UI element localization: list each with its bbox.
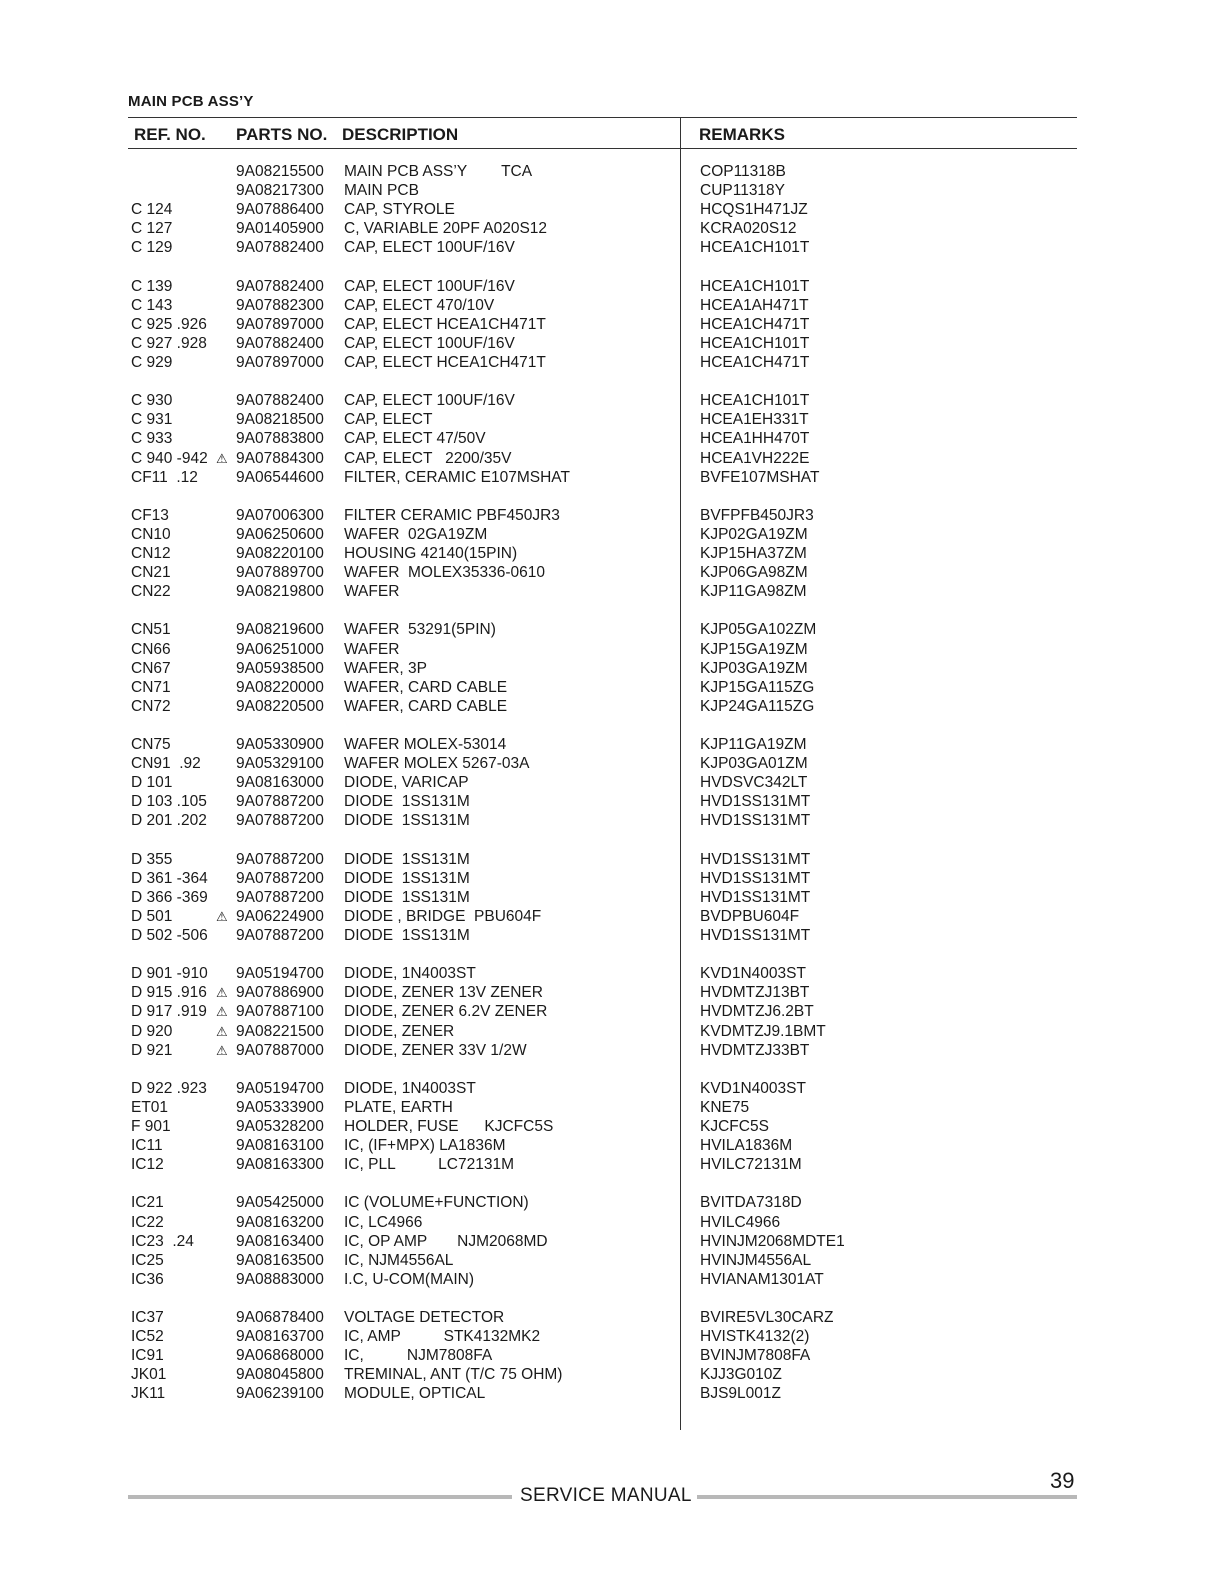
description-cell: IC, OP AMP NJM2068MD: [344, 1232, 548, 1250]
ref-no-cell: D 501: [131, 907, 173, 925]
table-row: [0, 200, 1219, 219]
remarks-cell: BVDPBU604F: [700, 907, 800, 925]
description-cell: FILTER, CERAMIC E107MSHAT: [344, 468, 570, 486]
remarks-cell: KJP06GA98ZM: [700, 564, 808, 582]
ref-no-cell: C 933: [131, 430, 173, 448]
ref-no-cell: F 901: [131, 1118, 171, 1135]
ref-no-cell: CN72: [131, 697, 171, 715]
remarks-cell: BVFE107MSHAT: [700, 468, 820, 486]
parts-no-cell: 9A08221500: [236, 1022, 324, 1040]
description-cell: PLATE, EARTH: [344, 1098, 453, 1116]
description-cell: DIODE , BRIDGE PBU604F: [344, 907, 542, 925]
parts-no-cell: 9A07882400: [236, 239, 324, 257]
section-title: MAIN PCB ASS’Y: [128, 93, 254, 110]
remarks-cell: KJJ3G010Z: [700, 1366, 782, 1384]
remarks-cell: HCEA1HH470T: [700, 430, 810, 448]
table-row: [0, 315, 1219, 334]
ref-no-cell: CF13: [131, 506, 169, 524]
remarks-cell: KNE75: [700, 1098, 750, 1116]
parts-no-cell: 9A05328200: [236, 1118, 324, 1135]
description-cell: CAP, ELECT 2200/35V: [344, 449, 512, 467]
description-cell: DIODE 1SS131M: [344, 793, 470, 811]
description-cell: WAFER, CARD CABLE: [344, 697, 508, 715]
table-row: [0, 277, 1219, 296]
ref-no-cell: IC12: [131, 1156, 164, 1174]
parts-no-cell: 9A08163300: [236, 1156, 324, 1174]
parts-no-cell: 9A07886900: [236, 984, 324, 1002]
remarks-cell: BJS9L001Z: [700, 1385, 781, 1403]
description-cell: VOLTAGE DETECTOR: [344, 1309, 505, 1326]
ref-no-cell: C 925 .926: [131, 315, 207, 333]
footer-line-right: [697, 1495, 1077, 1499]
parts-no-cell: 9A06544600: [236, 468, 324, 486]
ref-no-cell: CN66: [131, 640, 171, 658]
parts-no-cell: 9A05194700: [236, 965, 324, 983]
remarks-cell: KCRA020S12: [700, 220, 797, 238]
parts-no-cell: 9A07897000: [236, 315, 324, 333]
ref-no-cell: D 922 .923: [131, 1079, 207, 1097]
description-cell: IC, (IF+MPX) LA1836M: [344, 1137, 506, 1155]
footer-label: SERVICE MANUAL: [520, 1485, 692, 1506]
footer-line-left: [128, 1495, 512, 1499]
description-cell: CAP, ELECT 100UF/16V: [344, 392, 515, 410]
description-cell: DIODE, ZENER 13V ZENER: [344, 984, 543, 1002]
ref-no-cell: D 201 .202: [131, 812, 207, 830]
ref-no-cell: D 901 -910: [131, 965, 208, 983]
parts-no-cell: 9A08219600: [236, 621, 324, 639]
parts-no-cell: 9A07882400: [236, 334, 324, 352]
table-row: [0, 429, 1219, 448]
ref-no-cell: D 915 .916: [131, 984, 207, 1002]
table-row: [0, 1346, 1219, 1365]
table-row: [0, 219, 1219, 238]
remarks-cell: KJP11GA19ZM: [700, 736, 807, 753]
description-cell: MAIN PCB: [344, 182, 419, 200]
table-row: [0, 1098, 1219, 1117]
ref-no-cell: IC25: [131, 1251, 164, 1269]
description-cell: DIODE 1SS131M: [344, 927, 470, 944]
description-cell: TREMINAL, ANT (T/C 75 OHM): [344, 1366, 563, 1384]
ref-no-cell: C 927 .928: [131, 334, 207, 352]
remarks-cell: HCEA1CH471T: [700, 315, 810, 333]
remarks-cell: HVD1SS131MT: [700, 850, 811, 868]
parts-no-cell: 9A06251000: [236, 640, 324, 658]
description-cell: WAFER 53291(5PIN): [344, 621, 496, 639]
parts-no-cell: 9A05333900: [236, 1098, 324, 1116]
remarks-cell: KVD1N4003ST: [700, 965, 806, 983]
description-cell: CAP, ELECT 100UF/16V: [344, 239, 515, 257]
ref-no-cell: C 143: [131, 296, 173, 314]
description-cell: IC, LC4966: [344, 1213, 423, 1231]
ref-no-cell: IC37: [131, 1309, 164, 1326]
ref-no-cell: D 921: [131, 1041, 173, 1059]
parts-no-cell: 9A08218500: [236, 411, 324, 429]
description-cell: DIODE, ZENER 6.2V ZENER: [344, 1003, 548, 1021]
page-number: 39: [1050, 1468, 1075, 1493]
table-row: [0, 1384, 1219, 1403]
ref-no-cell: D 355: [131, 850, 173, 868]
parts-no-cell: 9A05194700: [236, 1079, 324, 1097]
remarks-cell: HVDMTZJ13BT: [700, 984, 810, 1002]
parts-no-cell: 9A07887000: [236, 1041, 324, 1059]
remarks-cell: HCEA1CH101T: [700, 392, 810, 410]
description-cell: MODULE, OPTICAL: [344, 1385, 486, 1403]
table-row: [0, 1365, 1219, 1384]
remarks-cell: BVIRE5VL30CARZ: [700, 1309, 834, 1326]
description-cell: DIODE, VARICAP: [344, 774, 469, 792]
parts-no-cell: 9A05330900: [236, 736, 324, 753]
ref-no-cell: CN91 .92: [131, 755, 201, 773]
parts-no-cell: 9A07882300: [236, 296, 324, 314]
remarks-cell: KJP24GA115ZG: [700, 697, 815, 715]
table-row: [0, 353, 1219, 372]
parts-no-cell: 9A08163200: [236, 1213, 324, 1231]
remarks-cell: KJP05GA102ZM: [700, 621, 817, 639]
table-row: [0, 1022, 1219, 1041]
header-description: DESCRIPTION: [342, 125, 459, 144]
remarks-cell: BVINJM7808FA: [700, 1347, 811, 1365]
table-row: [0, 449, 1219, 468]
table-row: [0, 1270, 1219, 1289]
parts-no-cell: 9A08220500: [236, 697, 324, 715]
description-cell: CAP, ELECT HCEA1CH471T: [344, 354, 546, 371]
table-row: [0, 1193, 1219, 1212]
remarks-cell: HCEA1VH222E: [700, 449, 810, 467]
ref-no-cell: C 940 -942: [131, 449, 208, 467]
remarks-cell: HVILC72131M: [700, 1156, 802, 1174]
ref-no-cell: C 127: [131, 220, 173, 238]
parts-no-cell: 9A07887200: [236, 812, 324, 830]
table-row: [0, 620, 1219, 639]
remarks-cell: HVDSVC342LT: [700, 774, 808, 792]
parts-no-cell: 9A08163700: [236, 1328, 324, 1346]
ref-no-cell: IC36: [131, 1270, 164, 1288]
table-row: [0, 162, 1219, 181]
ref-no-cell: IC52: [131, 1328, 164, 1346]
description-cell: CAP, ELECT 100UF/16V: [344, 277, 515, 295]
table-row: [0, 983, 1219, 1002]
table-row: [0, 525, 1219, 544]
remarks-cell: HVISTK4132(2): [700, 1328, 810, 1346]
parts-no-cell: 9A01405900: [236, 220, 324, 238]
table-row: [0, 888, 1219, 907]
remarks-cell: HCEA1AH471T: [700, 296, 809, 314]
table-row: [0, 1327, 1219, 1346]
ref-no-cell: CN71: [131, 678, 171, 696]
remarks-cell: HVD1SS131MT: [700, 869, 811, 887]
table-row: [0, 811, 1219, 830]
description-cell: FILTER CERAMIC PBF450JR3: [344, 506, 560, 524]
description-cell: I.C, U-COM(MAIN): [344, 1270, 475, 1288]
parts-no-cell: 9A08163000: [236, 774, 324, 792]
parts-no-cell: 9A06224900: [236, 907, 324, 925]
parts-no-cell: 9A08220000: [236, 678, 324, 696]
table-row: [0, 640, 1219, 659]
description-cell: CAP, ELECT 47/50V: [344, 430, 486, 448]
ref-no-cell: C 931: [131, 411, 173, 429]
description-cell: C, VARIABLE 20PF A020S12: [344, 220, 548, 238]
parts-no-cell: 9A07897000: [236, 354, 324, 371]
table-row: [0, 792, 1219, 811]
table-row: [0, 964, 1219, 983]
table-row: [0, 1079, 1219, 1098]
remarks-cell: KVDMTZJ9.1BMT: [700, 1022, 826, 1040]
description-cell: WAFER MOLEX35336-0610: [344, 564, 546, 582]
remarks-cell: KJP11GA98ZM: [700, 583, 807, 601]
ref-no-cell: CN67: [131, 659, 171, 677]
table-row: [0, 544, 1219, 563]
description-cell: DIODE 1SS131M: [344, 850, 470, 868]
description-cell: DIODE, 1N4003ST: [344, 1079, 476, 1097]
parts-no-cell: 9A05425000: [236, 1194, 324, 1212]
remarks-cell: HVD1SS131MT: [700, 888, 811, 906]
ref-no-cell: D 103 .105: [131, 793, 207, 811]
table-row: [0, 850, 1219, 869]
parts-no-cell: 9A06878400: [236, 1309, 324, 1326]
parts-no-cell: 9A06868000: [236, 1347, 324, 1365]
parts-no-cell: 9A08219800: [236, 583, 324, 601]
table-row: [0, 1136, 1219, 1155]
parts-no-cell: 9A08163100: [236, 1137, 324, 1155]
remarks-cell: HCEA1CH101T: [700, 277, 810, 295]
description-cell: DIODE 1SS131M: [344, 888, 470, 906]
ref-no-cell: D 101: [131, 774, 173, 792]
description-cell: IC, NJM4556AL: [344, 1251, 454, 1269]
description-cell: IC, NJM7808FA: [344, 1347, 493, 1365]
ref-no-cell: D 361 -364: [131, 869, 208, 887]
remarks-cell: HCEA1CH101T: [700, 334, 810, 352]
description-cell: HOUSING 42140(15PIN): [344, 545, 518, 562]
parts-no-cell: 9A07887200: [236, 869, 324, 887]
table-row: [0, 869, 1219, 888]
remarks-cell: HVDMTZJ6.2BT: [700, 1003, 814, 1021]
ref-no-cell: IC91: [131, 1347, 164, 1365]
remarks-cell: HVD1SS131MT: [700, 927, 811, 944]
parts-no-cell: 9A08215500: [236, 163, 324, 180]
safety-warning-icon: ⚠: [216, 1042, 228, 1058]
remarks-cell: HVD1SS131MT: [700, 793, 811, 811]
description-cell: DIODE, ZENER: [344, 1022, 455, 1040]
parts-no-cell: 9A05329100: [236, 755, 324, 773]
description-cell: DIODE, 1N4003ST: [344, 965, 476, 983]
description-cell: CAP, ELECT HCEA1CH471T: [344, 315, 546, 333]
remarks-cell: HVINJM4556AL: [700, 1251, 812, 1269]
safety-warning-icon: ⚠: [216, 450, 228, 466]
remarks-cell: HCQS1H471JZ: [700, 201, 808, 219]
description-cell: DIODE 1SS131M: [344, 812, 470, 830]
safety-warning-icon: ⚠: [216, 1023, 228, 1039]
description-cell: HOLDER, FUSE KJCFC5S: [344, 1118, 554, 1135]
table-row: [0, 1155, 1219, 1174]
ref-no-cell: IC11: [131, 1137, 163, 1155]
ref-no-cell: D 920: [131, 1022, 173, 1040]
remarks-cell: KJP02GA19ZM: [700, 525, 808, 543]
parts-no-cell: 9A07887200: [236, 888, 324, 906]
description-cell: CAP, ELECT 100UF/16V: [344, 334, 515, 352]
ref-no-cell: D 502 -506: [131, 927, 208, 944]
remarks-cell: HVDMTZJ33BT: [700, 1041, 810, 1059]
ref-no-cell: D 366 -369: [131, 888, 208, 906]
remarks-cell: HVILA1836M: [700, 1137, 793, 1155]
description-cell: CAP, ELECT 470/10V: [344, 296, 495, 314]
description-cell: WAFER MOLEX 5267-03A: [344, 755, 530, 773]
parts-no-cell: 9A07884300: [236, 449, 324, 467]
remarks-cell: KJCFC5S: [700, 1118, 769, 1135]
description-cell: DIODE 1SS131M: [344, 869, 470, 887]
parts-no-cell: 9A08045800: [236, 1366, 324, 1384]
remarks-cell: KJP03GA01ZM: [700, 755, 808, 773]
header-ref-no: REF. NO.: [134, 125, 206, 144]
table-row: [0, 735, 1219, 754]
ref-no-cell: C 139: [131, 277, 173, 295]
parts-no-cell: 9A08163400: [236, 1232, 324, 1250]
remarks-cell: HCEA1EH331T: [700, 411, 809, 429]
ref-no-cell: IC21: [131, 1194, 164, 1212]
table-row: [0, 773, 1219, 792]
parts-no-cell: 9A07882400: [236, 277, 324, 295]
ref-no-cell: CN21: [131, 564, 171, 582]
header-remarks: REMARKS: [699, 125, 785, 144]
parts-no-cell: 9A07006300: [236, 506, 324, 524]
description-cell: IC, PLL LC72131M: [344, 1156, 515, 1174]
description-cell: MAIN PCB ASS’Y TCA: [344, 163, 533, 180]
remarks-cell: HCEA1CH471T: [700, 354, 810, 371]
remarks-cell: HVINJM2068MDTE1: [700, 1232, 845, 1250]
table-row: [0, 181, 1219, 200]
table-row: [0, 659, 1219, 678]
description-cell: WAFER 02GA19ZM: [344, 525, 488, 543]
table-row: [0, 1232, 1219, 1251]
table-row: [0, 506, 1219, 525]
ref-no-cell: JK11: [131, 1385, 166, 1403]
safety-warning-icon: ⚠: [216, 1004, 228, 1020]
table-row: [0, 926, 1219, 945]
description-cell: CAP, STYROLE: [344, 201, 455, 219]
safety-warning-icon: ⚠: [216, 908, 228, 924]
ref-no-cell: CN75: [131, 736, 171, 753]
parts-no-cell: 9A07883800: [236, 430, 324, 448]
ref-no-cell: C 129: [131, 239, 173, 257]
parts-no-cell: 9A08883000: [236, 1270, 324, 1288]
remarks-cell: COP11318B: [700, 163, 786, 180]
table-row: [0, 678, 1219, 697]
table-row: [0, 754, 1219, 773]
table-row: [0, 238, 1219, 257]
table-row: [0, 334, 1219, 353]
table-row: [0, 296, 1219, 315]
table-row: [0, 1002, 1219, 1021]
ref-no-cell: CN51: [131, 621, 171, 639]
remarks-cell: KJP15GA19ZM: [700, 640, 808, 658]
ref-no-cell: JK01: [131, 1366, 167, 1384]
header-parts-no: PARTS NO.: [236, 125, 328, 144]
parts-no-cell: 9A06239100: [236, 1385, 324, 1403]
remarks-cell: KVD1N4003ST: [700, 1079, 806, 1097]
parts-no-cell: 9A07886400: [236, 201, 324, 219]
ref-no-cell: C 124: [131, 201, 173, 219]
ref-no-cell: ET01: [131, 1098, 169, 1116]
ref-no-cell: C 930: [131, 392, 173, 410]
parts-no-cell: 9A07887200: [236, 927, 324, 944]
table-row: [0, 410, 1219, 429]
parts-no-cell: 9A08217300: [236, 182, 324, 200]
parts-no-cell: 9A08163500: [236, 1251, 324, 1269]
table-row: [0, 563, 1219, 582]
description-cell: IC (VOLUME+FUNCTION): [344, 1194, 529, 1212]
remarks-cell: BVITDA7318D: [700, 1194, 802, 1212]
ref-no-cell: CN22: [131, 583, 171, 601]
description-cell: WAFER, CARD CABLE: [344, 678, 508, 696]
table-row: [0, 468, 1219, 487]
description-cell: WAFER: [344, 583, 400, 601]
description-cell: DIODE, ZENER 33V 1/2W: [344, 1041, 527, 1059]
remarks-cell: HVD1SS131MT: [700, 812, 811, 830]
remarks-cell: BVFPFB450JR3: [700, 506, 814, 524]
table-row: [0, 1308, 1219, 1327]
remarks-cell: HVILC4966: [700, 1213, 781, 1231]
ref-no-cell: IC23 .24: [131, 1232, 194, 1250]
table-row: [0, 1117, 1219, 1136]
table-row: [0, 1041, 1219, 1060]
description-cell: WAFER MOLEX-53014: [344, 736, 507, 753]
parts-no-cell: 9A06250600: [236, 525, 324, 543]
ref-no-cell: C 929: [131, 354, 173, 371]
ref-no-cell: IC22: [131, 1213, 164, 1231]
description-cell: WAFER: [344, 640, 400, 658]
table-row: [0, 582, 1219, 601]
safety-warning-icon: ⚠: [216, 985, 228, 1001]
description-cell: CAP, ELECT: [344, 411, 433, 429]
remarks-cell: HCEA1CH101T: [700, 239, 810, 257]
ref-no-cell: D 917 .919: [131, 1003, 207, 1021]
parts-no-cell: 9A08220100: [236, 545, 324, 562]
table-row: [0, 697, 1219, 716]
remarks-cell: KJP15GA115ZG: [700, 678, 815, 696]
table-row: [0, 391, 1219, 410]
table-row: [0, 907, 1219, 926]
ref-no-cell: CF11 .12: [131, 468, 198, 486]
table-row: [0, 1251, 1219, 1270]
table-row: [0, 1213, 1219, 1232]
parts-no-cell: 9A07887200: [236, 850, 324, 868]
parts-no-cell: 9A07889700: [236, 564, 324, 582]
parts-no-cell: 9A05938500: [236, 659, 324, 677]
description-cell: WAFER, 3P: [344, 659, 427, 677]
description-cell: IC, AMP STK4132MK2: [344, 1328, 541, 1346]
parts-no-cell: 9A07882400: [236, 392, 324, 410]
ref-no-cell: CN10: [131, 525, 171, 543]
ref-no-cell: CN12: [131, 545, 171, 562]
remarks-cell: CUP11318Y: [700, 182, 786, 200]
remarks-cell: KJP03GA19ZM: [700, 659, 808, 677]
parts-no-cell: 9A07887100: [236, 1003, 324, 1021]
remarks-cell: KJP15HA37ZM: [700, 545, 807, 562]
remarks-cell: HVIANAM1301AT: [700, 1270, 824, 1288]
parts-no-cell: 9A07887200: [236, 793, 324, 811]
